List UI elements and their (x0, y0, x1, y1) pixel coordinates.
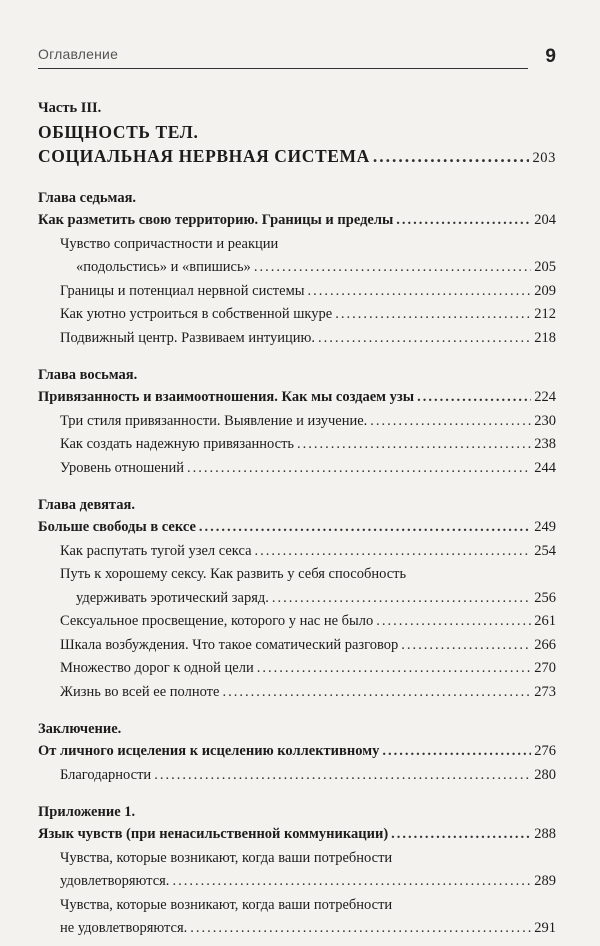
section-title: Подвижный центр. Развиваем интуицию. (60, 329, 315, 346)
section-title-line1[interactable]: Чувство сопричастности и реакции (60, 235, 279, 252)
page-ref: 276 (534, 743, 556, 759)
part-title-line2: СОЦИАЛЬНАЯ НЕРВНАЯ СИСТЕМА (38, 146, 370, 166)
section-title: Благодарности (60, 766, 152, 783)
section-title: Границы и потенциал нервной системы (60, 282, 305, 299)
leader-dots (172, 870, 531, 894)
toc-entry-app1-sub1[interactable] (38, 870, 556, 894)
chapter-title: Больше свободы в сексе (38, 519, 196, 535)
leader-dots (255, 540, 532, 564)
page-ref: 244 (534, 459, 556, 476)
leader-dots (391, 823, 531, 847)
page-ref: 209 (534, 282, 556, 299)
toc-entry-ch7-sub2[interactable] (38, 280, 556, 304)
page-ref: 254 (534, 542, 556, 559)
page-ref: 289 (534, 873, 556, 889)
toc-entry-ch9-sub6[interactable] (38, 681, 556, 705)
leader-dots (190, 917, 531, 941)
page-ref: 256 (534, 589, 556, 606)
page-ref: 224 (534, 389, 556, 405)
page-number: 9 (545, 46, 556, 67)
section-title-line1[interactable]: Чувства, которые возникают, когда ваши потребности (60, 849, 393, 866)
toc-entry-ch9-sub3[interactable] (38, 610, 556, 634)
toc-entry-conclusion[interactable] (38, 740, 556, 764)
section-title-line2: не удовлетворяются. (60, 920, 188, 936)
part-label: Часть III. (38, 100, 102, 116)
leader-dots (382, 740, 531, 764)
section-title: Сексуальное просвещение, которого у нас не было (60, 613, 374, 629)
leader-dots (272, 587, 531, 611)
page-header (38, 44, 556, 76)
chapter-label: Приложение 1. (38, 804, 136, 820)
leader-dots (254, 256, 531, 280)
leader-dots (373, 144, 530, 168)
table-of-contents (38, 98, 556, 941)
page-ref: 230 (534, 412, 556, 429)
toc-entry-part3[interactable] (38, 144, 556, 170)
leader-dots (335, 303, 531, 327)
section-title: Шкала возбуждения. Что такое соматический разговор (60, 636, 399, 653)
section-title: Множество дорог к одной цели (60, 660, 254, 676)
toc-entry-appendix1[interactable] (38, 823, 556, 847)
leader-dots (297, 433, 531, 457)
leader-dots (199, 516, 531, 540)
toc-entry-ch9-sub5[interactable] (38, 657, 556, 681)
page-ref: 288 (534, 826, 556, 842)
section-title-line2: удовлетворяются. (60, 873, 170, 889)
page-ref: 280 (534, 766, 556, 783)
leader-dots (222, 681, 531, 705)
toc-entry-acknowledgements[interactable] (38, 764, 556, 788)
chapter-title: Как разметить свою территорию. Границы и пределы (38, 212, 394, 228)
toc-entry-ch9-sub1[interactable] (38, 540, 556, 564)
page-ref: 205 (534, 259, 556, 275)
section-title: Как распутать тугой узел секса (60, 542, 252, 559)
leader-dots (318, 327, 531, 351)
leader-dots (370, 410, 531, 434)
leader-dots (376, 610, 531, 634)
toc-entry-ch8-sub2[interactable] (38, 433, 556, 457)
toc-entry-ch9-sub4[interactable] (38, 634, 556, 658)
toc-entry-ch9-sub2[interactable] (38, 587, 556, 611)
toc-entry-ch7-sub3[interactable] (38, 303, 556, 327)
chapter-label: Глава девятая. (38, 497, 135, 513)
chapter-title: От личного исцеления к исцелению коллективному (38, 743, 380, 759)
chapter-label: Заключение. (38, 721, 122, 737)
toc-entry-app1-sub2[interactable] (38, 917, 556, 941)
toc-entry-chapter8[interactable] (38, 386, 556, 410)
toc-entry-chapter9[interactable] (38, 516, 556, 540)
leader-dots (187, 457, 531, 481)
page-ref: 238 (534, 436, 556, 452)
section-title: Уровень отношений (60, 459, 184, 476)
page-ref: 266 (534, 636, 556, 653)
page-ref: 249 (534, 519, 556, 535)
section-title-line2: «подольстись» и «впишись» (76, 259, 251, 275)
page-ref: 218 (534, 329, 556, 346)
part-title-line1: ОБЩНОСТЬ ТЕЛ. (38, 122, 199, 142)
toc-entry-ch7-sub4[interactable] (38, 327, 556, 351)
page-ref: 291 (534, 920, 556, 936)
chapter-title: Язык чувств (при ненасильственной коммуникации) (38, 826, 389, 842)
page-ref: 203 (532, 150, 556, 166)
chapter-label: Глава восьмая. (38, 367, 138, 383)
running-title: Оглавление (38, 46, 119, 62)
page-ref: 204 (534, 212, 556, 228)
section-title-line1[interactable]: Путь к хорошему сексу. Как развить у себя способность (60, 566, 407, 582)
toc-entry-chapter7[interactable] (38, 209, 556, 233)
page-ref: 212 (534, 306, 556, 322)
leader-dots (257, 657, 532, 681)
section-title-line2: удерживать эротический заряд. (76, 589, 269, 606)
toc-entry-ch8-sub1[interactable] (38, 410, 556, 434)
page-ref: 273 (534, 683, 556, 700)
leader-dots (396, 209, 531, 233)
section-title: Как уютно устроиться в собственной шкуре (60, 306, 333, 322)
leader-dots (308, 280, 532, 304)
section-title: Как создать надежную привязанность (60, 436, 295, 452)
section-title-line1[interactable]: Чувства, которые возникают, когда ваши потребности (60, 896, 393, 913)
leader-dots (401, 634, 531, 658)
toc-entry-ch8-sub3[interactable] (38, 457, 556, 481)
chapter-label: Глава седьмая. (38, 190, 137, 206)
toc-entry-ch7-sub1[interactable] (38, 256, 556, 280)
section-title: Жизнь во всей ее полноте (60, 683, 220, 700)
leader-dots (417, 386, 531, 410)
chapter-title: Привязанность и взаимоотношения. Как мы создаем узы (38, 389, 415, 405)
header-rule (38, 68, 528, 69)
page-ref: 261 (534, 613, 556, 629)
page-ref: 270 (534, 660, 556, 676)
section-title: Три стиля привязанности. Выявление и изучение. (60, 412, 368, 429)
leader-dots (154, 764, 531, 788)
